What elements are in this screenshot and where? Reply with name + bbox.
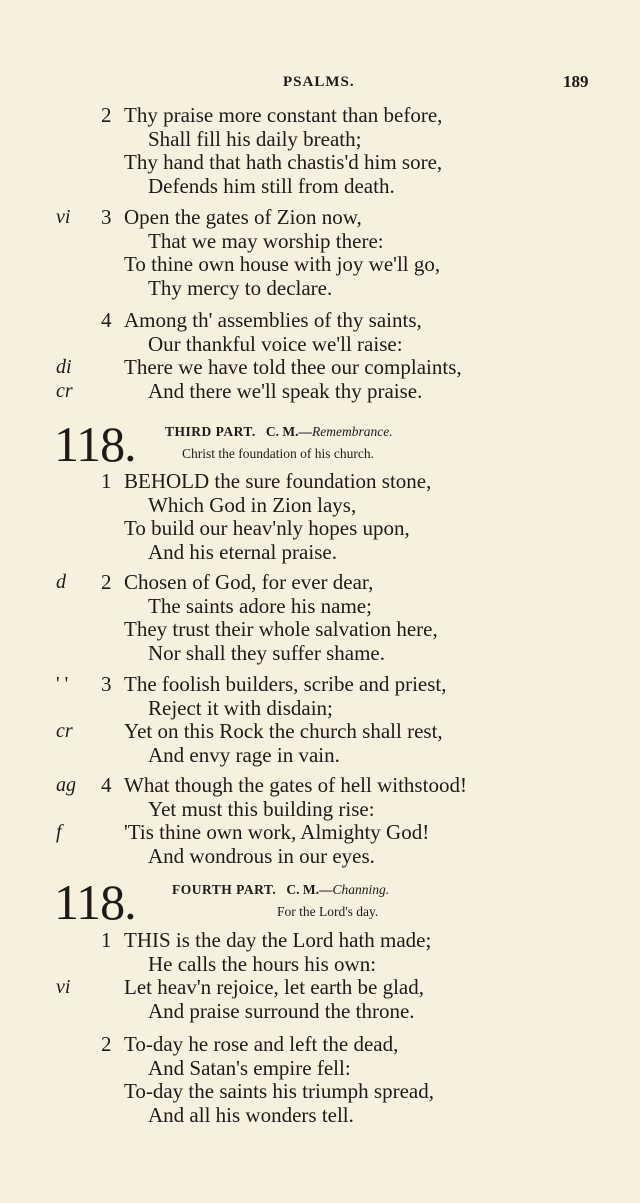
stanza [0,309,640,403]
dynamic-mark: ag [56,774,76,796]
running-header [0,72,640,96]
verse-line [0,230,640,254]
verse-line [0,929,640,953]
hymn-number: 118. [54,416,136,472]
hymn-tune: Channing. [332,882,390,897]
verse-number: 2 [101,1032,112,1056]
hymn-meter: C. M.— [265,424,313,439]
verse-text: 'Tis thine own work, Almighty God! [124,820,430,844]
hymn-meter: C. M.— [286,882,333,897]
verse-line [0,845,640,869]
verse-text: THIS is the day the Lord hath made; [124,928,432,952]
hymn-heading [0,874,640,930]
verse-line [0,470,640,494]
verse-text: Defends him still from death. [148,173,395,198]
verse-text: Nor shall they suffer shame. [148,640,385,665]
stanza [0,673,640,767]
verse-text: Shall fill his daily breath; [148,126,362,151]
verse-text: And praise surround the throne. [148,998,415,1023]
verse-text: And his eternal praise. [148,539,337,564]
verse-line [0,642,640,666]
verse-line [0,151,640,175]
verse-line [0,1033,640,1057]
verse-line [0,380,640,404]
verse-text: To build our heav'nly hopes upon, [124,516,410,540]
page-number: 189 [563,72,589,91]
verse-line [0,541,640,565]
stanza [0,470,640,564]
verse-text: BEHOLD the sure foundation stone, [124,469,432,493]
verse-text: Reject it with disdain; [148,695,333,720]
verse-text: To thine own house with joy we'll go, [124,252,441,276]
verse-text: To-day he rose and left the dead, [124,1032,399,1056]
dynamic-mark: f [56,821,62,843]
verse-line [0,1057,640,1081]
verse-text: Yet must this building rise: [148,796,375,821]
hymn-subject: For the Lord's day. [277,904,379,919]
hymn-tune: Remembrance. [312,424,393,439]
verse-text: Thy praise more constant than before, [124,103,443,127]
hymn-part: THIRD PART. [165,424,256,439]
verse-line [0,618,640,642]
dynamic-mark: vi [56,206,71,228]
verse-line [0,175,640,199]
stanza [0,929,640,1023]
verse-text: Our thankful voice we'll raise: [148,331,403,356]
verse-line [0,1104,640,1128]
verse-text: Open the gates of Zion now, [124,205,362,229]
verse-text: Which God in Zion lays, [148,492,357,517]
verse-number: 4 [101,773,112,797]
verse-text: And wondrous in our eyes. [148,843,375,868]
verse-line [0,697,640,721]
verse-text: Let heav'n rejoice, let earth be glad, [124,975,424,999]
verse-text: Yet on this Rock the church shall rest, [124,719,443,743]
hymn-part: FOURTH PART. [172,882,277,897]
verse-text: And there we'll speak thy praise. [148,378,423,403]
verse-line [0,333,640,357]
verse-number: 3 [101,205,112,229]
dynamic-mark: di [56,356,72,378]
verse-line [0,517,640,541]
verse-line [0,571,640,595]
verse-text: Thy mercy to declare. [148,275,333,300]
verse-line [0,128,640,152]
stanza [0,571,640,665]
verse-number: 2 [101,103,112,127]
verse-line [0,253,640,277]
verse-line [0,673,640,697]
verse-line [0,976,640,1000]
verse-number: 1 [101,928,112,952]
dynamic-mark: d [56,571,66,593]
verse-text: And all his wonders tell. [148,1102,354,1127]
verse-text: Chosen of God, for ever dear, [124,570,374,594]
verse-line [0,821,640,845]
stanza [0,206,640,300]
verse-text: What though the gates of hell withstood! [124,773,467,797]
stanza [0,774,640,868]
hymn-meta [172,882,389,898]
verse-text: He calls the hours his own: [148,951,377,976]
verse-text: The foolish builders, scribe and priest, [124,672,447,696]
verse-text: That we may worship there: [148,228,384,253]
dynamic-mark: cr [56,720,73,742]
verse-line [0,953,640,977]
verse-text: Thy hand that hath chastis'd him sore, [124,150,443,174]
verse-line [0,1080,640,1104]
verse-text: There we have told thee our complaints, [124,355,462,379]
running-title: PSALMS. [283,74,355,90]
dynamic-mark: vi [56,976,71,998]
verse-text: Among th' assemblies of thy saints, [124,308,422,332]
verse-number: 4 [101,308,112,332]
verse-line [0,774,640,798]
dynamic-mark: cr [56,379,73,402]
hymn-subject: Christ the foundation of his church. [182,446,374,461]
verse-line [0,277,640,301]
verse-text: They trust their whole salvation here, [124,617,438,641]
verse-line [0,744,640,768]
verse-line [0,104,640,128]
verse-line [0,595,640,619]
verse-text: To-day the saints his triumph spread, [124,1079,434,1103]
hymn-heading [0,416,640,472]
stanza [0,104,640,198]
hymn-number: 118. [54,874,136,930]
verse-line [0,798,640,822]
verse-number: 3 [101,672,112,696]
verse-number: 2 [101,570,112,594]
verse-text: And Satan's empire fell: [148,1055,351,1080]
verse-line [0,206,640,230]
verse-line [0,309,640,333]
hymn-meta [165,424,393,440]
verse-text: And envy rage in vain. [148,742,340,767]
verse-line [0,356,640,380]
verse-text: The saints adore his name; [148,593,372,618]
stanza [0,1033,640,1127]
verse-line [0,1000,640,1024]
verse-number: 1 [101,469,112,493]
verse-line [0,494,640,518]
dynamic-mark: ' ' [56,673,69,695]
verse-line [0,720,640,744]
